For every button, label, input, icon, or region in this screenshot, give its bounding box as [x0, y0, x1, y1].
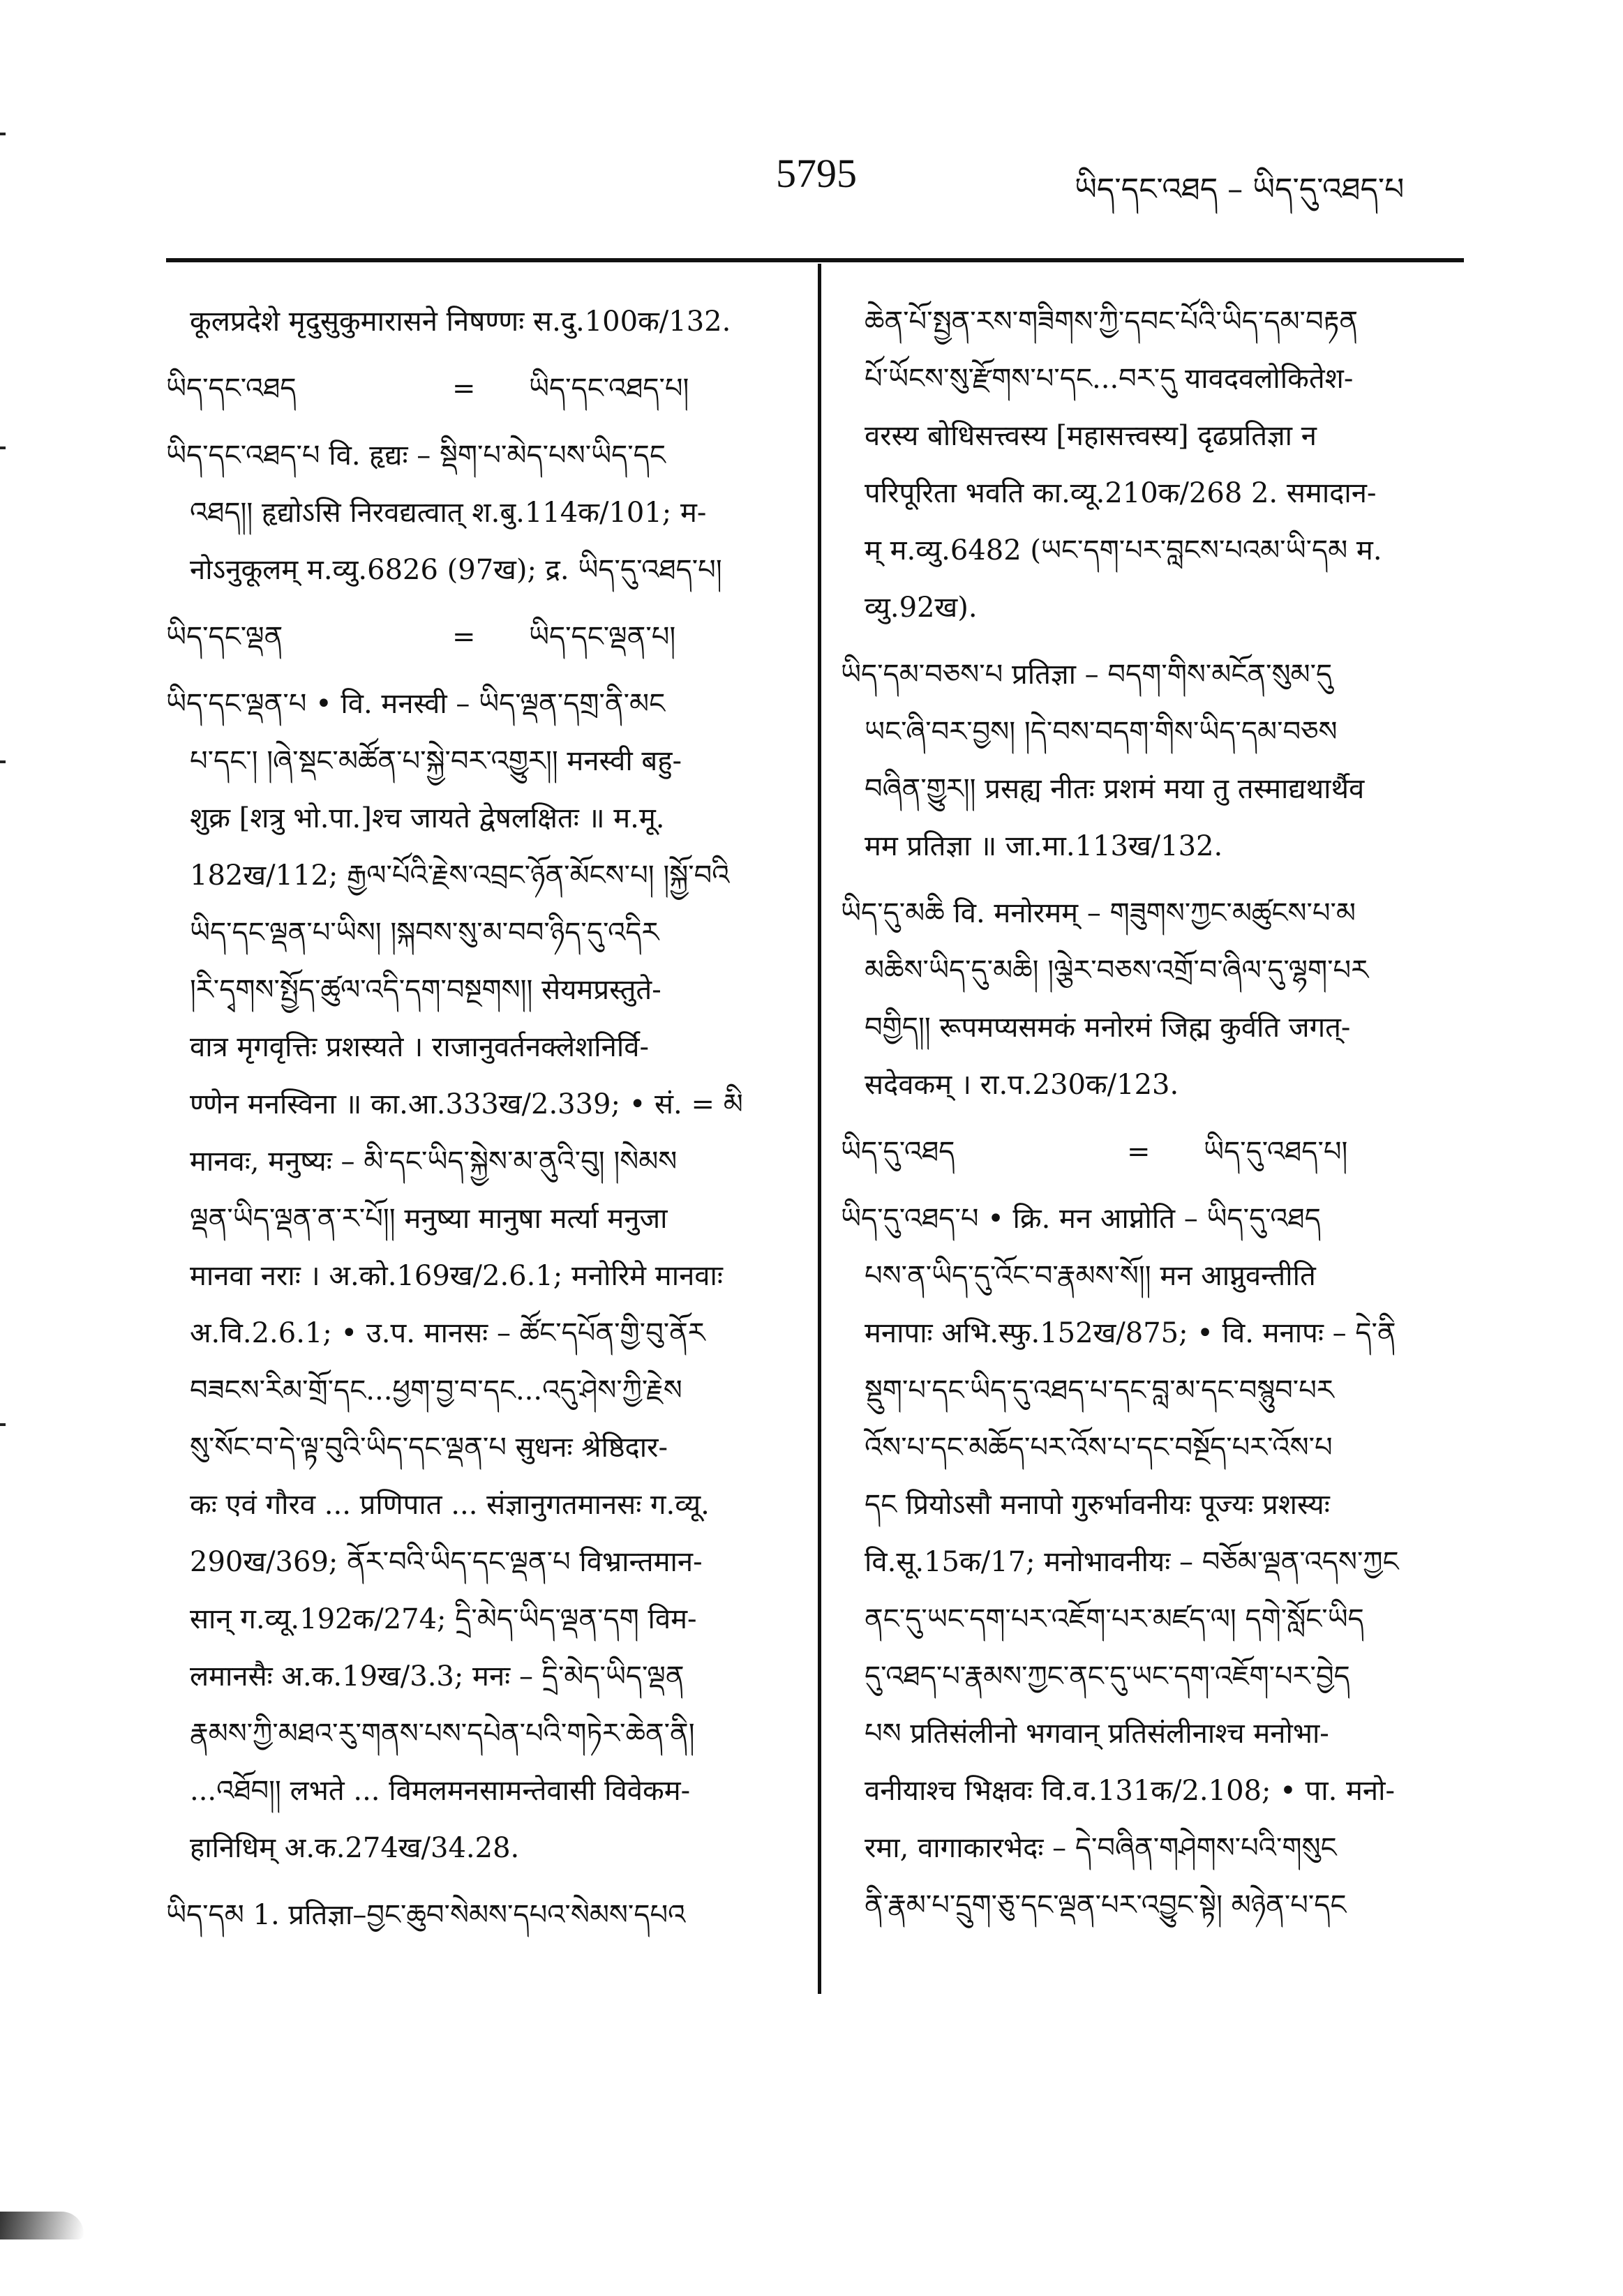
entry-line: मानवा नराः । अ.को.169ख/2.6.1; मनोरिमे मानवाः: [190, 1260, 723, 1292]
entry-line: ཡིད་དང་ལྡན་པ་ཡིས། །སྐབས་སུ་མ་བབ་ཉིད་དུ་འདིར: [190, 917, 659, 949]
header-rule: [166, 258, 1464, 262]
cross-reference-entry: [166, 608, 802, 666]
entry-line: 290ख/369; ནོར་བའི་ཡིད་དང་ལྡན་པ विभ्रान्तमान-: [190, 1546, 703, 1578]
scan-edge-mark: [0, 133, 6, 135]
entry-line: हानिधिम् अ.क.274ख/34.28.: [190, 1832, 520, 1864]
cross-reference-target: ཡིད་དང་འཐད་པ།: [529, 373, 689, 405]
running-head: ཡིད་དང་འཐད – ཡིད་དུ་འཐད་པ: [1075, 172, 1405, 207]
entry-line: བཟངས་རིམ་གྲོ་དང...ཕྱག་བྱ་བ་དང...འདུ་ཤེས་ཀྱི་རྗེས: [190, 1374, 682, 1406]
right-column: [841, 293, 1472, 1944]
entry-line: सान् ग.व्यू.192क/274; དྲི་མེད་ཡིད་ལྡན་དག विम-: [190, 1603, 697, 1635]
cross-reference-entry: [841, 1123, 1472, 1180]
entry-line: ཡིད་དུ་འཐད་པ • क्रि. मन आप्नोति – ཡིད་དུ་འཐད: [841, 1203, 1321, 1235]
entry-line: ནང་དུ་ཡང་དག་པར་འཇོག་པར་མཛད་ལ། དགེ་སློང་ཡིད: [865, 1603, 1364, 1635]
entry-line: ཆེན་པོ་སྤྱན་རས་གཟིགས་ཀྱི་དབང་པོའི་ཡིད་དམ་བརྟན: [865, 306, 1358, 338]
cross-reference-target: ཡིད་དུ་འཐད་པ།: [1204, 1136, 1348, 1168]
entry-line: मनापाः अभि.स्फु.152ख/875; • वि. मनापः – དེ་ནི: [865, 1317, 1396, 1349]
scan-edge-mark: [0, 760, 6, 763]
entry-line: ཡིད་དམ 1. प्रतिज्ञा–བྱང་ཆུབ་སེམས་དཔའ་སེམས་དཔའ: [166, 1899, 686, 1931]
entry-line: མཆིས་ཡིད་དུ་མཆི། །ལྕེར་བཅས་འགྲོ་བ་ཞིལ་དུ་ལྷག་པར: [865, 954, 1369, 986]
column-divider: [818, 264, 821, 1994]
left-column: [166, 293, 802, 1953]
entry-line: དང प्रियोऽसौ मनापो गुरुर्भावनीयः पूज्यः प्रशस्यः: [865, 1489, 1330, 1521]
scan-edge-mark: [0, 447, 6, 449]
entry-line: བགྱིད།། रूपमप्यसमकं मनोरमं जिह्म कुर्वति जगत्-: [865, 1012, 1351, 1044]
continued-entry: [166, 293, 802, 350]
equals-sign: =: [1127, 1136, 1151, 1168]
entry-line: ལྡན་ཡིད་ལྡན་ན་ར་པོ།། मनुष्या मानुषा मर्त्या मनुजा: [190, 1203, 668, 1235]
entry-line: པ་དང་། །ཞེ་སྡང་མཚོན་པ་སྐྱེ་བར་འགྱུར།། मनस्वी बहु-: [190, 745, 682, 777]
entry-line: मानवः, मनुष्यः – མི་དང་ཡིད་སྐྱེས་མ་ནུའི་བུ། །སེམས: [190, 1146, 678, 1178]
dictionary-entry: [166, 675, 802, 1877]
entry-line: शुक्र [शत्रु भो.पा.]श्च जायते द्वेषलक्षितः ॥ म.मू.: [190, 802, 665, 834]
dictionary-entry: [841, 885, 1472, 1113]
entry-line: པས་ན་ཡིད་དུ་འོང་བ་རྣམས་སོ།། मन आप्नुवन्तीति: [865, 1260, 1316, 1292]
entry-line: नोऽनुकूलम् म.व्यु.6826 (97ख); द्र. ཡིད་དུ་འཐད་པ།: [190, 554, 722, 586]
entry-line: म् म.व्यु.6482 (ཡང་དག་པར་བླངས་པའམ་ཡི་དམ म.: [865, 534, 1382, 567]
entry-line: འོས་པ་དང་མཆོད་པར་འོས་པ་དང་བསྔོད་པར་འོས་པ: [865, 1432, 1333, 1464]
entry-line: वरस्य बोधिसत्त्वस्य [महासत्त्वस्य] दृढप्रतिज्ञा न: [865, 420, 1317, 452]
entry-line: व्यु.92ख).: [865, 592, 978, 624]
continued-entry: [841, 293, 1472, 636]
headword: ཡིད་དང་འཐད: [166, 373, 297, 405]
entry-line: ण्णेन मनस्विना ॥ का.आ.333ख/2.339; • सं. = མི: [190, 1088, 743, 1120]
entry-line: པས प्रतिसंलीनो भगवान् प्रतिसंलीनाश्च मनोभा-: [865, 1718, 1329, 1750]
entry-line: འཐད།། हृद्योऽसि निरवद्यत्वात् श.बु.114क/101; म-: [190, 497, 707, 529]
entry-line: 182ख/112; རྒྱལ་པོའི་རྗེས་འབྲང་ཉོན་མོངས་པ། །སྐྱོ་བའི: [190, 860, 730, 892]
entry-line: कूलप्रदेशे मृदुसुकुमारासने निषण्णः स.दु.100क/132.: [190, 306, 731, 338]
entry-line: कः एवं गौरव ... प्रणिपात ... संज्ञानुगतमानसः ग.व्यू.: [190, 1489, 710, 1521]
entry-line: ཡིད་དམ་བཅས་པ प्रतिज्ञा – བདག་གིས་མངོན་སུམ་དུ: [841, 659, 1333, 691]
entry-line: लमानसैः अ.क.19ख/3.3; मनः – དྲི་མེད་ཡིད་ལྡན: [190, 1660, 685, 1693]
entry-line: ཡིད་དང་འཐད་པ वि. हृद्यः – སྡིག་པ་མེད་པས་ཡིད་དང: [166, 440, 666, 472]
entry-line: वनीयाश्च भिक्षवः वि.व.131क/2.108; • पा. मनो-: [865, 1775, 1396, 1807]
entry-line: परिपूरिता भवति का.व्यू.210क/268 2. समादान-: [865, 477, 1377, 509]
entry-line: ཡིད་དང་ལྡན་པ • वि. मनस्वी – ཡིད་ལྡན་དགྲ་ནི་མང: [166, 688, 666, 720]
headword: ཡིད་དུ་འཐད: [841, 1136, 955, 1168]
entry-line: པོ་ཡོངས་སུ་རྫོགས་པ་དང...བར་དུ यावदवलोकितेश-: [865, 363, 1354, 395]
entry-line: རྣམས་ཀྱི་མཐའ་རུ་གནས་པས་དཔེན་པའི་གཏེར་ཆེན་ནི།: [190, 1718, 695, 1750]
cross-reference-target: ཡིད་དང་ལྡན་པ།: [529, 621, 676, 653]
equals-sign: =: [452, 373, 476, 405]
equals-sign: =: [452, 621, 476, 653]
entry-line: བཞིན་གྱུར།། प्रसह्य नीतः प्रशमं मया तु तस्माद्यथार्थैव: [865, 773, 1365, 805]
entry-line: सदेवकम् । रा.प.230क/123.: [865, 1069, 1179, 1101]
dictionary-entry: [841, 1190, 1472, 1934]
scan-edge-mark: [0, 1423, 6, 1426]
cross-reference-entry: [166, 360, 802, 417]
entry-line: སུ་སོང་བ་དེ་ལྟ་བུའི་ཡིད་དང་ལྡན་པ सुधनः श्रेष्ठिदार-: [190, 1432, 668, 1464]
entry-line: रमा, वागाकारभेदः – དེ་བཞིན་གཤེགས་པའི་གསུང: [865, 1832, 1337, 1864]
entry-line: །རི་དྭགས་སྤྱོད་ཚུལ་འདི་དག་བསྔགས།། सेयमप्रस्तुते-: [190, 974, 661, 1006]
entry-line: अ.वि.2.6.1; • उ.प. मानसः – ཚོང་དཔོན་གྱི་བུ་ནོར: [190, 1317, 705, 1349]
entry-line: སྡུག་པ་དང་ཡིད་དུ་འཐད་པ་དང་བླ་མ་དང་བསྙུབ་པར: [865, 1374, 1334, 1406]
scan-smudge: [0, 2212, 84, 2239]
entry-line: ཡང་ཞི་བར་བྱས། །དེ་བས་བདག་གིས་ཡིད་དམ་བཅས: [865, 716, 1338, 748]
entry-line: वि.सू.15क/17; मनोभावनीयः – བཅོམ་ལྡན་འདས་ཀྱང: [865, 1546, 1399, 1578]
entry-line: मम प्रतिज्ञा ॥ जा.मा.113ख/132.: [865, 830, 1223, 862]
dictionary-entry: [166, 427, 802, 599]
page-number: 5795: [776, 151, 857, 196]
dictionary-entry: [166, 1886, 802, 1944]
entry-line: वात्र मृगवृत्तिः प्रशस्यते । राजानुवर्तनक्लेशनिर्वि-: [190, 1031, 649, 1063]
entry-line: ནི་རྣམ་པ་དྲུག་ཅུ་དང་ལྡན་པར་འབྱུང་སྟེ། མཉེན་པ་དང: [865, 1889, 1347, 1921]
entry-line: དུ་འཐད་པ་རྣམས་ཀྱང་ནང་དུ་ཡང་དག་འཇོག་པར་བྱེད: [865, 1660, 1350, 1693]
entry-line: ཡིད་དུ་མཆི वि. मनोरमम् – གཟུགས་ཀྱང་མཚུངས་པ་མ: [841, 897, 1356, 929]
entry-line: ...འཐོབ།། लभते ... विमलमनसामन्तेवासी विवेकम-: [190, 1775, 691, 1807]
dictionary-entry: [841, 646, 1472, 875]
headword: ཡིད་དང་ལྡན: [166, 621, 283, 653]
